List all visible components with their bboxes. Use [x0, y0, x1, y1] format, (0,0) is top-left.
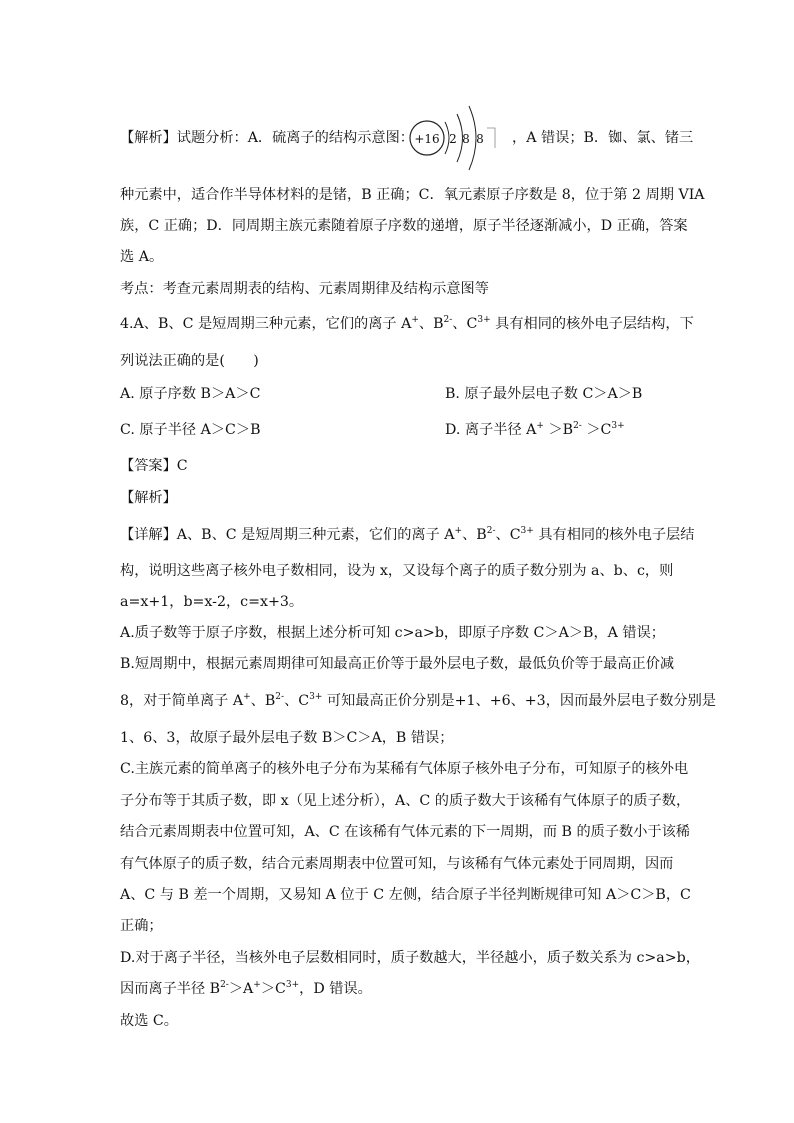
part-d-line-1: D.对于离子半径，当核外电子层数相同时，质子数越大，半径越小，质子数关系为 c>a>b，	[120, 950, 700, 966]
detail-1-sup-b: 2-	[486, 526, 496, 536]
part-b-2-post: 可知最高正价分别是+1、+6、+3，因而最外层电子数分别是	[322, 693, 716, 709]
option-d-mid: ＞B	[543, 422, 574, 438]
part-c-line-5: A、C 与 B 差一个周期，又易知 A 位于 C 左侧，结合原子半径判断规律可知 A＞C＞B，C	[120, 887, 691, 903]
analysis-line-1-pre: 【解析】试题分析：A．硫离子的结构示意图：	[120, 130, 414, 146]
part-c-line-3: 结合元素周期表中位置可知，A、C 在该稀有气体元素的下一周期，而 B 的质子数小于该稀	[120, 824, 690, 840]
part-d-2-mid2: ＞C	[260, 981, 286, 997]
answer-line: 【答案】C	[120, 458, 188, 474]
detail-line-1	[120, 526, 694, 544]
part-a-line: A.质子数等于原子序数，根据上述分析可知 c>a>b，即原子序数 C＞A＞B，A 错误；	[120, 625, 665, 641]
analysis-line-3: 族，C 正确；D．同周期主族元素随着原子序数的递增，原子半径逐渐减小，D 正确，答案	[120, 218, 688, 234]
part-b-2-sup-b: 2-	[275, 692, 285, 702]
part-c-line-1: C.主族元素的简单离子的核外电子分布为某稀有气体原子核外电子分布，可知原子的核外电	[120, 761, 689, 777]
detail-1-c: 、C	[495, 527, 521, 543]
part-b-line-1: B.短周期中，根据元素周期律可知最高正价等于最外层电子数，最低负价等于最高正价减	[120, 656, 675, 672]
detail-line-3: a=x+1，b=x-2，c=x+3。	[120, 594, 304, 610]
question-4-stem-line-1	[120, 315, 694, 333]
part-d-line-2	[120, 980, 372, 998]
part-c-line-6: 正确；	[120, 918, 163, 934]
jiexi-heading: 【解析】	[120, 490, 177, 506]
part-b-2-b: 、B	[250, 693, 276, 709]
stem-text-c: 、C	[452, 316, 478, 332]
shell-2-electrons: 8	[462, 132, 470, 146]
nucleus-charge: +16	[414, 132, 440, 146]
stem-text-1: 4.A、B、C 是短周期三种元素，它们的离子 A	[120, 316, 412, 332]
analysis-line-2: 种元素中，适合作半导体材料的是锗，B 正确；C．氧元素原子序数是 8，位于第 2 周期 VIA	[120, 187, 705, 203]
part-d-2-pre: 因而离子半径 B	[120, 981, 221, 997]
part-d-2-sup-a: +	[253, 980, 261, 990]
part-d-2-sup-c: 3+	[285, 980, 300, 990]
detail-1-sup-a: +	[454, 526, 463, 536]
part-d-2-post: ，D 错误。	[299, 981, 372, 997]
option-c: C. 原子半径 A＞C＞B	[120, 422, 261, 438]
option-d-mid2: ＞C	[581, 422, 612, 438]
detail-1-sup-c: 3+	[520, 526, 534, 536]
option-d-sup-a: +	[536, 421, 544, 431]
stem-sup-a: +	[411, 315, 419, 325]
part-d-2-sup-b: 2-	[220, 980, 229, 990]
part-c-line-4: 有气体原子的质子数，结合元素周期表中位置可知，与该稀有气体元素处于同周期，因而	[120, 856, 674, 872]
stem-sup-b: 2-	[443, 315, 453, 325]
part-b-2-pre: 8，对于简单离子 A	[120, 693, 244, 709]
part-b-line-3: 1、6、3，故原子最外层电子数 B＞C＞A，B 错误；	[120, 730, 454, 746]
conclusion-line: 故选 C。	[120, 1013, 178, 1029]
shell-1-electrons: 2	[449, 132, 457, 146]
shell-3-electrons: 8	[476, 132, 484, 146]
option-a: A. 原子序数 B＞A＞C	[120, 386, 261, 402]
stem-text-post: 具有相同的核外电子层结构，下	[490, 316, 694, 332]
part-b-2-c: 、C	[284, 693, 310, 709]
part-b-2-sup-c: 3+	[309, 692, 323, 702]
option-b: B. 原子最外层电子数 C＞A＞B	[445, 386, 643, 402]
part-c-line-2: 子分布等于其质子数，即 x（见上述分析），A、C 的质子数大于该稀有气体原子的质子数，	[120, 793, 691, 809]
bracket-mark	[487, 128, 495, 148]
analysis-line-1-post: ，A 错误；B．铷、氯、锗三	[512, 130, 694, 146]
kaodian-line: 考点：考查元素周期表的结构、元素周期律及结构示意图等	[120, 281, 489, 297]
detail-1-b: 、B	[462, 527, 487, 543]
detail-1-pre: 【详解】A、B、C 是短周期三种元素，它们的离子 A	[120, 527, 455, 543]
analysis-line-1	[120, 129, 414, 147]
option-d	[445, 421, 625, 439]
stem-sup-c: 3+	[477, 315, 491, 325]
question-4-stem-line-2: 列说法正确的是( )	[120, 353, 259, 369]
shell-arc-3	[469, 106, 476, 170]
analysis-line-4: 选 A。	[120, 249, 164, 265]
option-d-pre: D. 离子半径 A	[445, 422, 537, 438]
part-b-line-2	[120, 692, 716, 710]
option-d-sup-c: 3+	[611, 421, 625, 431]
sulfur-ion-structure-diagram	[407, 104, 499, 172]
stem-text-b: 、B	[418, 316, 444, 332]
detail-1-post: 具有相同的核外电子层结	[533, 527, 695, 543]
option-d-sup-b: 2-	[573, 421, 582, 431]
detail-line-2: 构，说明这些离子核外电子数相同，设为 x，又设每个离子的质子数分别为 a、b、c，则	[120, 563, 674, 579]
part-b-2-sup-a: +	[243, 692, 251, 702]
part-d-2-mid: ＞A	[228, 981, 254, 997]
